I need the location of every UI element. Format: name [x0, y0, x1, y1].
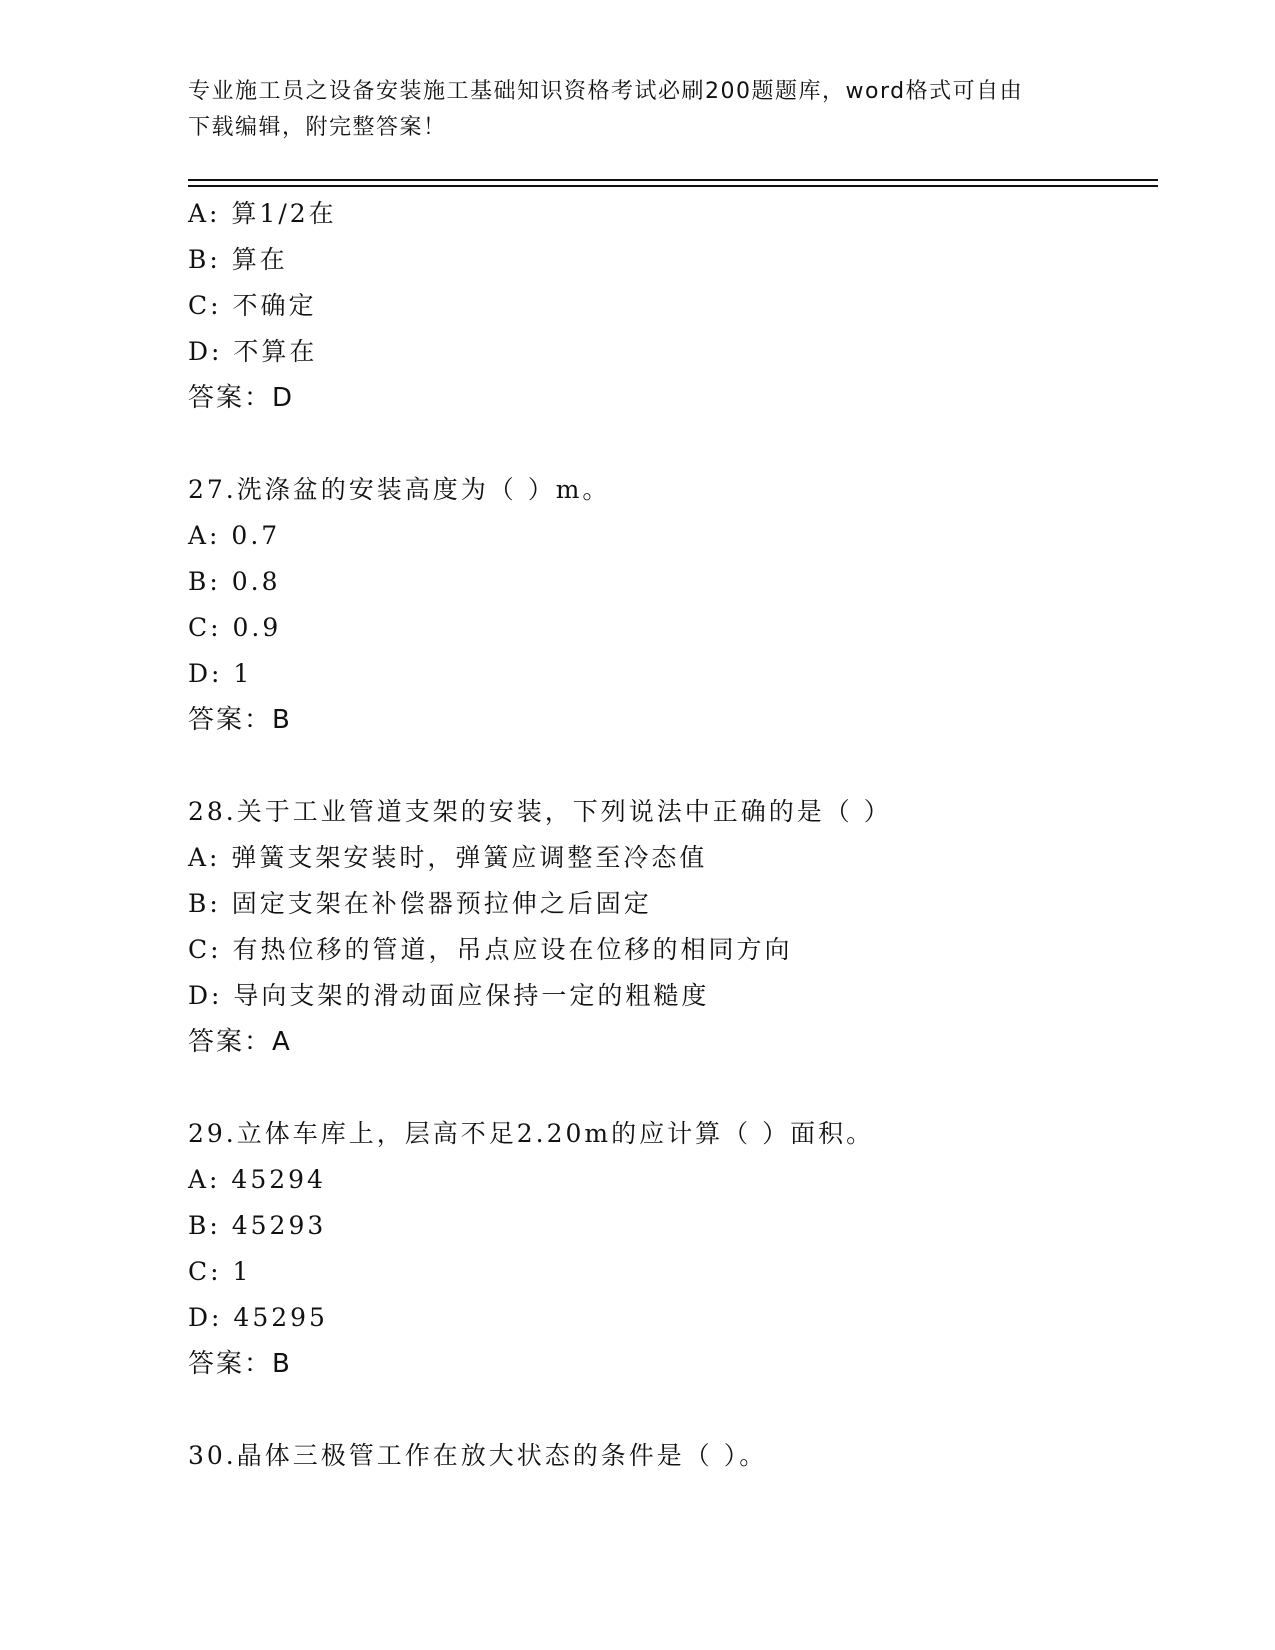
- option-d: D: 45295: [188, 1303, 328, 1332]
- option-c: C: 1: [188, 1257, 252, 1286]
- question-text: 29.立体车库上，层高不足2.20m的应计算（ ）面积。: [188, 1119, 875, 1148]
- spacer: [188, 1387, 1188, 1433]
- option-d: D: 1: [188, 659, 253, 688]
- question-27-block: [188, 467, 1188, 743]
- option-b: B: 0.8: [188, 567, 281, 596]
- header-divider-top: [188, 179, 1158, 181]
- question-list: [188, 191, 1188, 1479]
- question-28-block: [188, 789, 1188, 1065]
- option-c: C: 不确定: [188, 291, 317, 320]
- question-text: 28.关于工业管道支架的安装，下列说法中正确的是（ ）: [188, 797, 892, 826]
- option-b: B: 45293: [188, 1211, 327, 1240]
- spacer: [188, 743, 1188, 789]
- option-b: B: 固定支架在补偿器预拉伸之后固定: [188, 889, 652, 918]
- option-b: B: 算在: [188, 245, 288, 274]
- header-divider-bottom: [188, 185, 1158, 187]
- question-text: 27.洗涤盆的安装高度为（ ）m。: [188, 475, 611, 504]
- option-a: A: 算1/2在: [188, 199, 337, 228]
- answer-text: 答案：B: [188, 705, 292, 735]
- answer-text: 答案：D: [188, 383, 295, 413]
- option-a: A: 0.7: [188, 521, 281, 550]
- header-title-line-1: 专业施工员之设备安装施工基础知识资格考试必刷200题题库，word格式可自由: [188, 79, 1024, 104]
- question-30-block: [188, 1433, 1188, 1479]
- spacer: [188, 421, 1188, 467]
- question-29-block: [188, 1111, 1188, 1387]
- question-26-block: [188, 191, 1188, 421]
- option-c: C: 有热位移的管道，吊点应设在位移的相同方向: [188, 935, 793, 964]
- question-text: 30.晶体三极管工作在放大状态的条件是（ ）。: [188, 1441, 768, 1470]
- option-d: D: 不算在: [188, 337, 318, 366]
- document-header: [188, 74, 1088, 146]
- spacer: [188, 1065, 1188, 1111]
- header-title-line-2: 下载编辑，附完整答案！: [188, 115, 447, 140]
- option-a: A: 弹簧支架安装时，弹簧应调整至冷态值: [188, 843, 708, 872]
- option-c: C: 0.9: [188, 613, 282, 642]
- answer-text: 答案：B: [188, 1349, 292, 1379]
- option-a: A: 45294: [188, 1165, 326, 1194]
- option-d: D: 导向支架的滑动面应保持一定的粗糙度: [188, 981, 710, 1010]
- answer-text: 答案：A: [188, 1027, 292, 1057]
